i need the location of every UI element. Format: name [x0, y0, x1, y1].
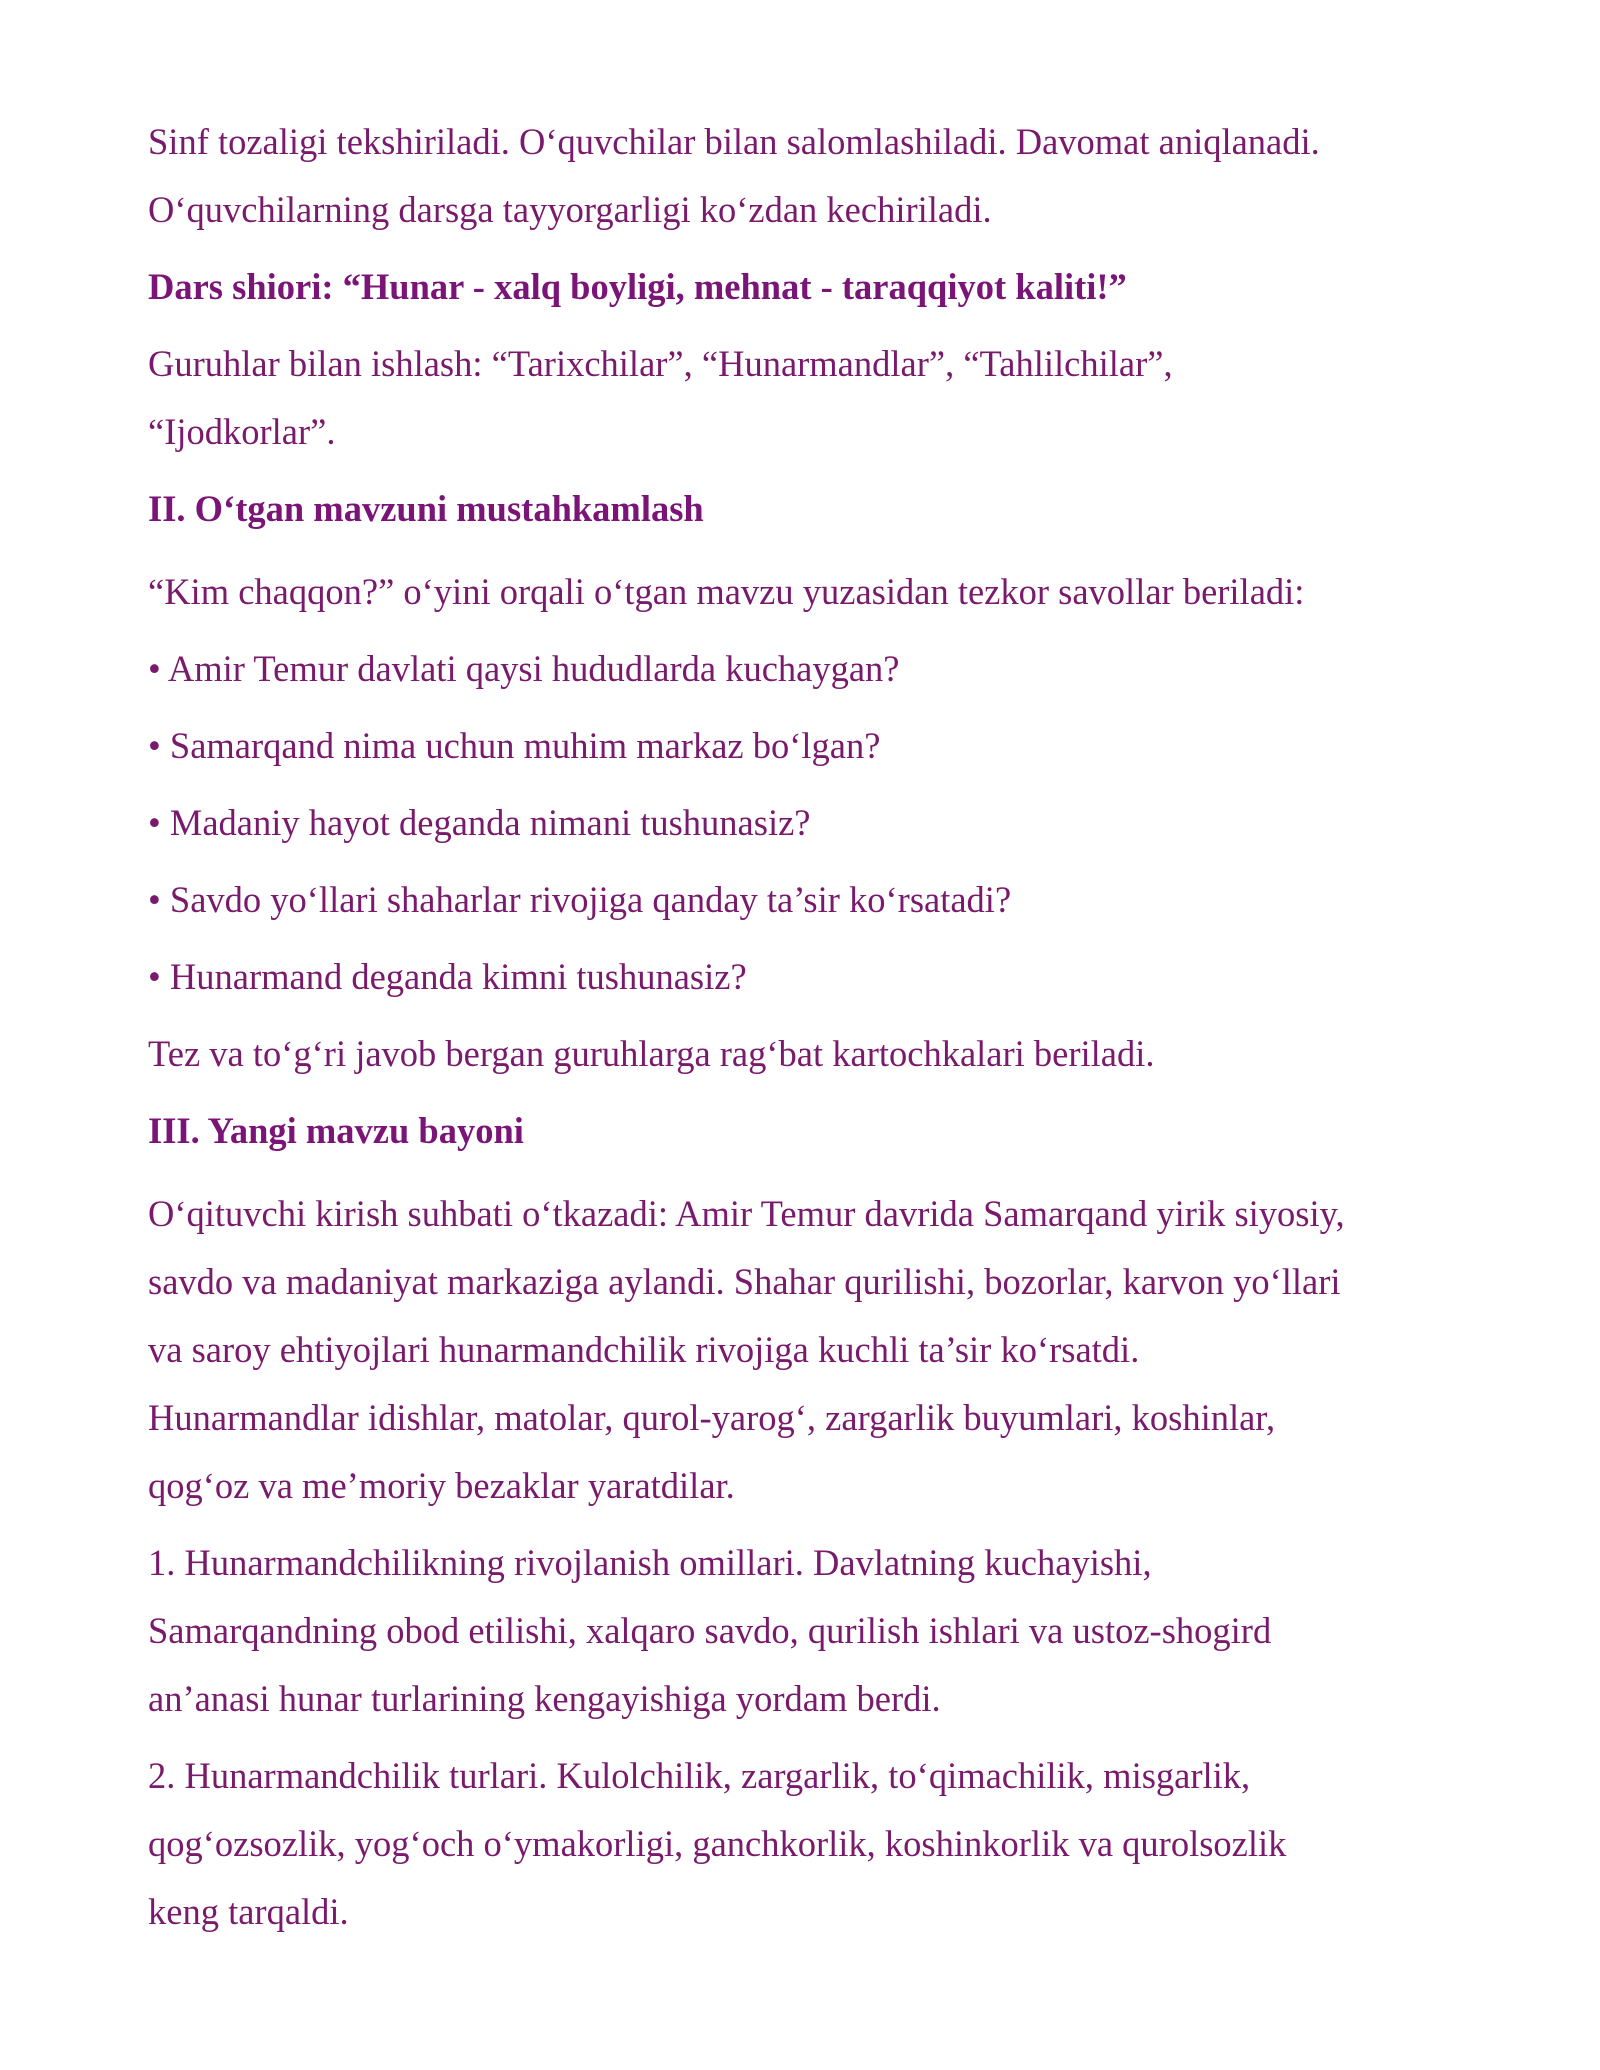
question-item: • Amir Temur davlati qaysi hududlarda kuchaygan?	[148, 648, 900, 689]
numbered-point-line: keng tarqaldi.	[148, 1891, 349, 1932]
paragraph-line: qog‘oz va me’moriy bezaklar yaratdilar.	[148, 1465, 735, 1506]
paragraph-line: savdo va madaniyat markaziga aylandi. Shahar qurilishi, bozorlar, karvon yo‘llari	[148, 1261, 1341, 1302]
lesson-motto: Dars shiori: “Hunar - xalq boyligi, mehnat - taraqqiyot kaliti!”	[148, 266, 1127, 307]
question-item: • Hunarmand deganda kimni tushunasiz?	[148, 956, 747, 997]
groups-line: Guruhlar bilan ishlash: “Tarixchilar”, “Hunarmandlar”, “Tahlilchilar”,	[148, 343, 1173, 384]
paragraph-line: O‘qituvchi kirish suhbati o‘tkazadi: Amir Temur davrida Samarqand yirik siyosiy,	[148, 1193, 1345, 1234]
numbered-point-line: 1. Hunarmandchilikning rivojlanish omillari. Davlatning kuchayishi,	[148, 1542, 1152, 1583]
groups-line: “Ijodkorlar”.	[148, 411, 336, 452]
question-item: • Madaniy hayot deganda nimani tushunasiz?	[148, 802, 811, 843]
paragraph-line: va saroy ehtiyojlari hunarmandchilik rivojiga kuchli ta’sir ko‘rsatdi.	[148, 1329, 1140, 1370]
intro-line: Sinf tozaligi tekshiriladi. O‘quvchilar bilan salomlashiladi. Davomat aniqlanadi.	[148, 121, 1320, 162]
question-item: • Samarqand nima uchun muhim markaz bo‘lgan?	[148, 725, 881, 766]
section-heading: II. O‘tgan mavzuni mustahkamlash	[148, 488, 704, 529]
numbered-point-line: qog‘ozsozlik, yog‘och o‘ymakorligi, ganchkorlik, koshinkorlik va qurolsozlik	[148, 1823, 1287, 1864]
section-lead: “Kim chaqqon?” o‘yini orqali o‘tgan mavzu yuzasidan tezkor savollar beriladi:	[148, 571, 1305, 612]
numbered-point-line: 2. Hunarmandchilik turlari. Kulolchilik, zargarlik, to‘qimachilik, misgarlik,	[148, 1755, 1251, 1796]
paragraph-line: Hunarmandlar idishlar, matolar, qurol-yarog‘, zargarlik buyumlari, koshinlar,	[148, 1397, 1276, 1438]
section-heading: III. Yangi mavzu bayoni	[148, 1110, 524, 1151]
document-page	[148, 108, 1458, 1946]
numbered-point-line: an’anasi hunar turlarining kengayishiga yordam berdi.	[148, 1678, 941, 1719]
question-item: • Savdo yo‘llari shaharlar rivojiga qanday ta’sir ko‘rsatadi?	[148, 879, 1012, 920]
intro-line: O‘quvchilarning darsga tayyorgarligi ko‘zdan kechiriladi.	[148, 189, 992, 230]
section-closing: Tez va to‘g‘ri javob bergan guruhlarga rag‘bat kartochkalari beriladi.	[148, 1033, 1155, 1074]
numbered-point-line: Samarqandning obod etilishi, xalqaro savdo, qurilish ishlari va ustoz-shogird	[148, 1610, 1272, 1651]
